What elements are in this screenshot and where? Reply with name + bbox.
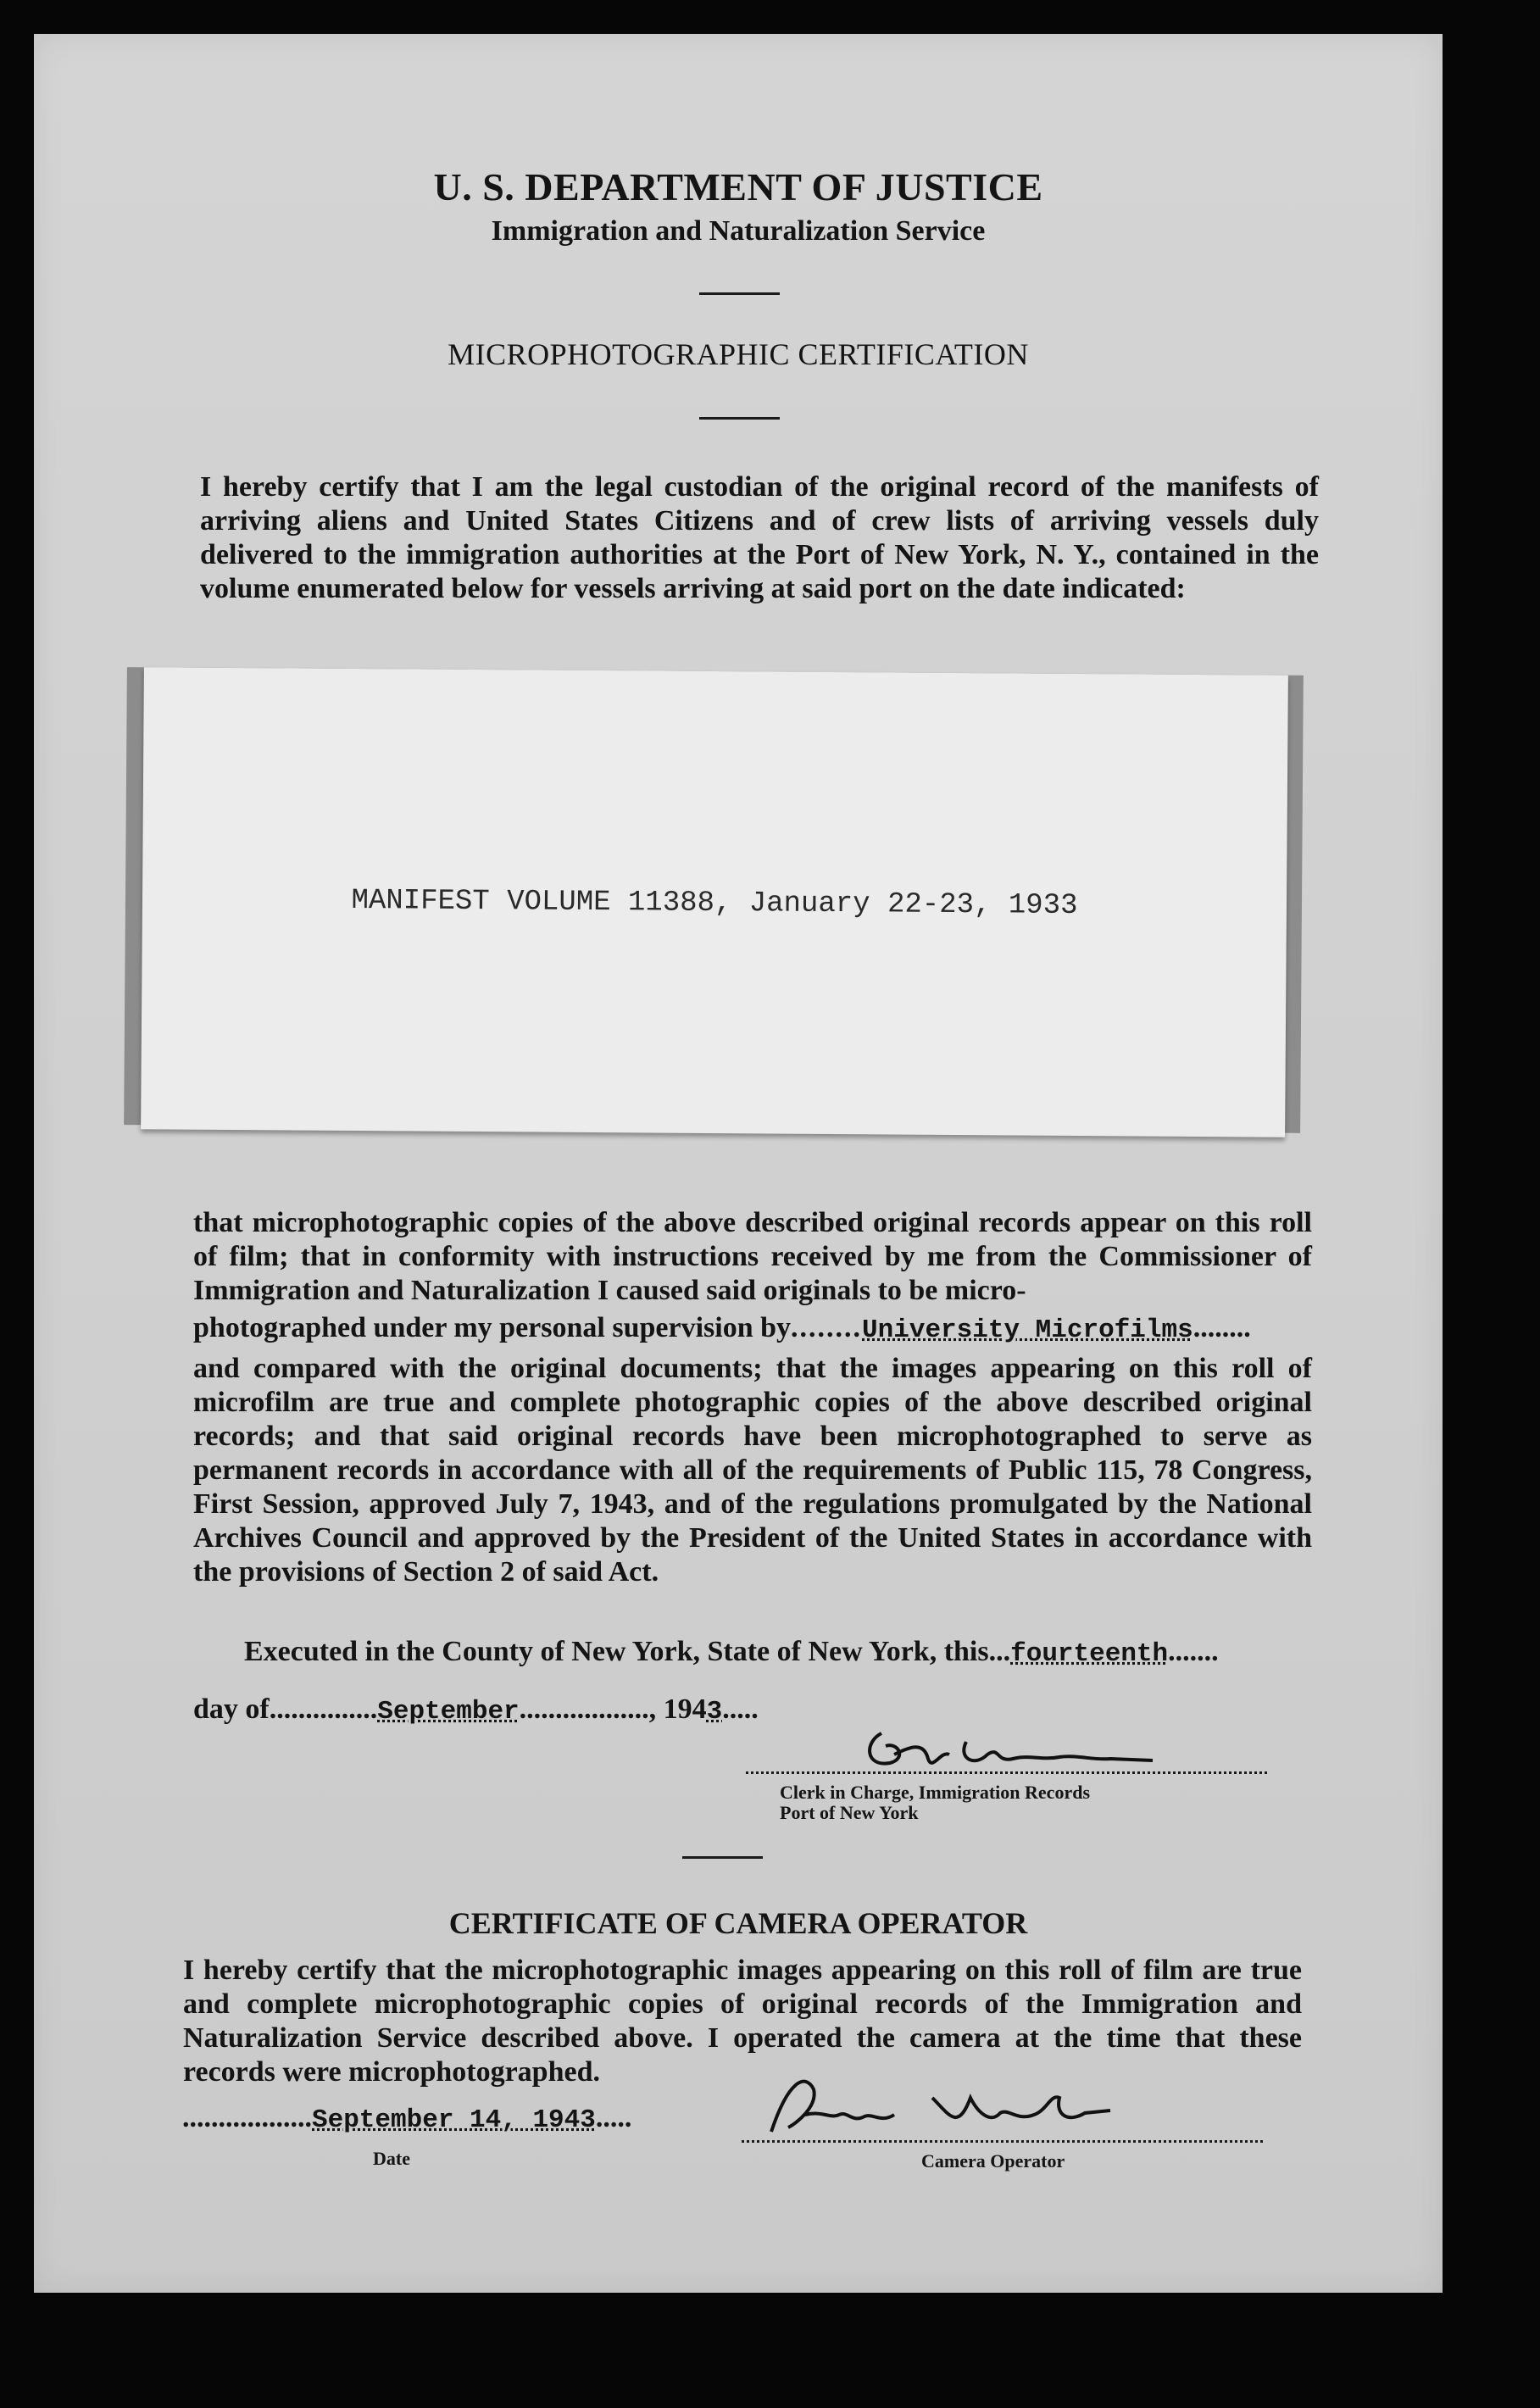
day-of-line: day of...............September.................., 1943..... — [193, 1693, 759, 1727]
divider-rule — [699, 417, 780, 420]
camera-section-title: CERTIFICATE OF CAMERA OPERATOR — [448, 1906, 1028, 1940]
divider-rule — [682, 1856, 763, 1859]
year-suffix: 3 — [706, 1697, 723, 1727]
camera-operator-label: Camera Operator — [921, 2150, 1065, 2172]
day-of-prefix: day of — [193, 1693, 270, 1725]
camera-operator-signature — [754, 2064, 1178, 2149]
certification-paragraph-2: and compared with the original documents; that the images appearing on this roll of microfilm are true and complete photographic copies of the above described original records; and that said original records have been microphotographed to serve as permanent records in accordance with all of the requirements of Public 115, 78 Congress, First Session, approved July 7, 1943, and of the regulations promulgated by the National Archives Council and approved by the President of the United States in accordance with the provisions of Section 2 of said Act. — [193, 1353, 1312, 1588]
photographed-by-prefix: photographed under my personal supervision by — [193, 1312, 792, 1343]
service-subheading: Immigration and Naturalization Service — [491, 215, 986, 247]
clerk-signature — [848, 1708, 1187, 1784]
photographed-by-line: photographed under my personal supervision by........University Microfilms........ — [193, 1312, 1251, 1345]
certification-title: MICROPHOTOGRAPHIC CERTIFICATION — [448, 337, 1029, 371]
clerk-title-line1: Clerk in Charge, Immigration Records — [780, 1782, 1091, 1803]
intro-paragraph: I hereby certify that I am the legal custodian of the original record of the manifests of arriving aliens and United States Citizens and of crew lists of arriving vessels duly delivered to the immigration authorities at the Port of New York, N. Y., contained in the volume enumerated below for vessels arriving at said port on the date indicated: — [200, 471, 1319, 604]
volume-slip-text: MANIFEST VOLUME 11388, January 22-23, 1933 — [351, 885, 1078, 922]
divider-rule — [699, 292, 780, 295]
date-label: Date — [373, 2148, 410, 2169]
executed-line: Executed in the County of New York, State of New York, this...fourteenth....... — [244, 1636, 1219, 1669]
camera-date: September 14, 1943 — [312, 2105, 596, 2135]
clerk-title — [780, 1782, 1090, 1823]
volume-slip — [141, 667, 1288, 1137]
clerk-title-line2: Port of New York — [780, 1802, 919, 1823]
photographed-by-value: University Microfilms — [862, 1315, 1193, 1345]
day-of-month: September — [377, 1697, 520, 1727]
certificate-page — [34, 34, 1443, 2293]
executed-prefix: Executed in the County of New York, State of New York, this — [244, 1636, 989, 1667]
year-prefix: , 194 — [648, 1693, 707, 1725]
executed-day: fourteenth — [1010, 1639, 1169, 1669]
camera-date-line: ..................September 14, 1943..... — [182, 2102, 632, 2135]
certification-paragraph-1: that microphotographic copies of the above described original records appear on this roll of film; that in conformity with instructions received by me from the Commissioner of Immigration and Naturalization I caused said originals to be micro- — [193, 1207, 1312, 1306]
camera-paragraph: I hereby certify that the microphotographic images appearing on this roll of film are true and complete microphotographic copies of original records of the Immigration and Naturalization Service described above. I operated the camera at the time that these records were microphotographed. — [183, 1955, 1302, 2088]
department-heading: U. S. DEPARTMENT OF JUSTICE — [433, 165, 1043, 209]
